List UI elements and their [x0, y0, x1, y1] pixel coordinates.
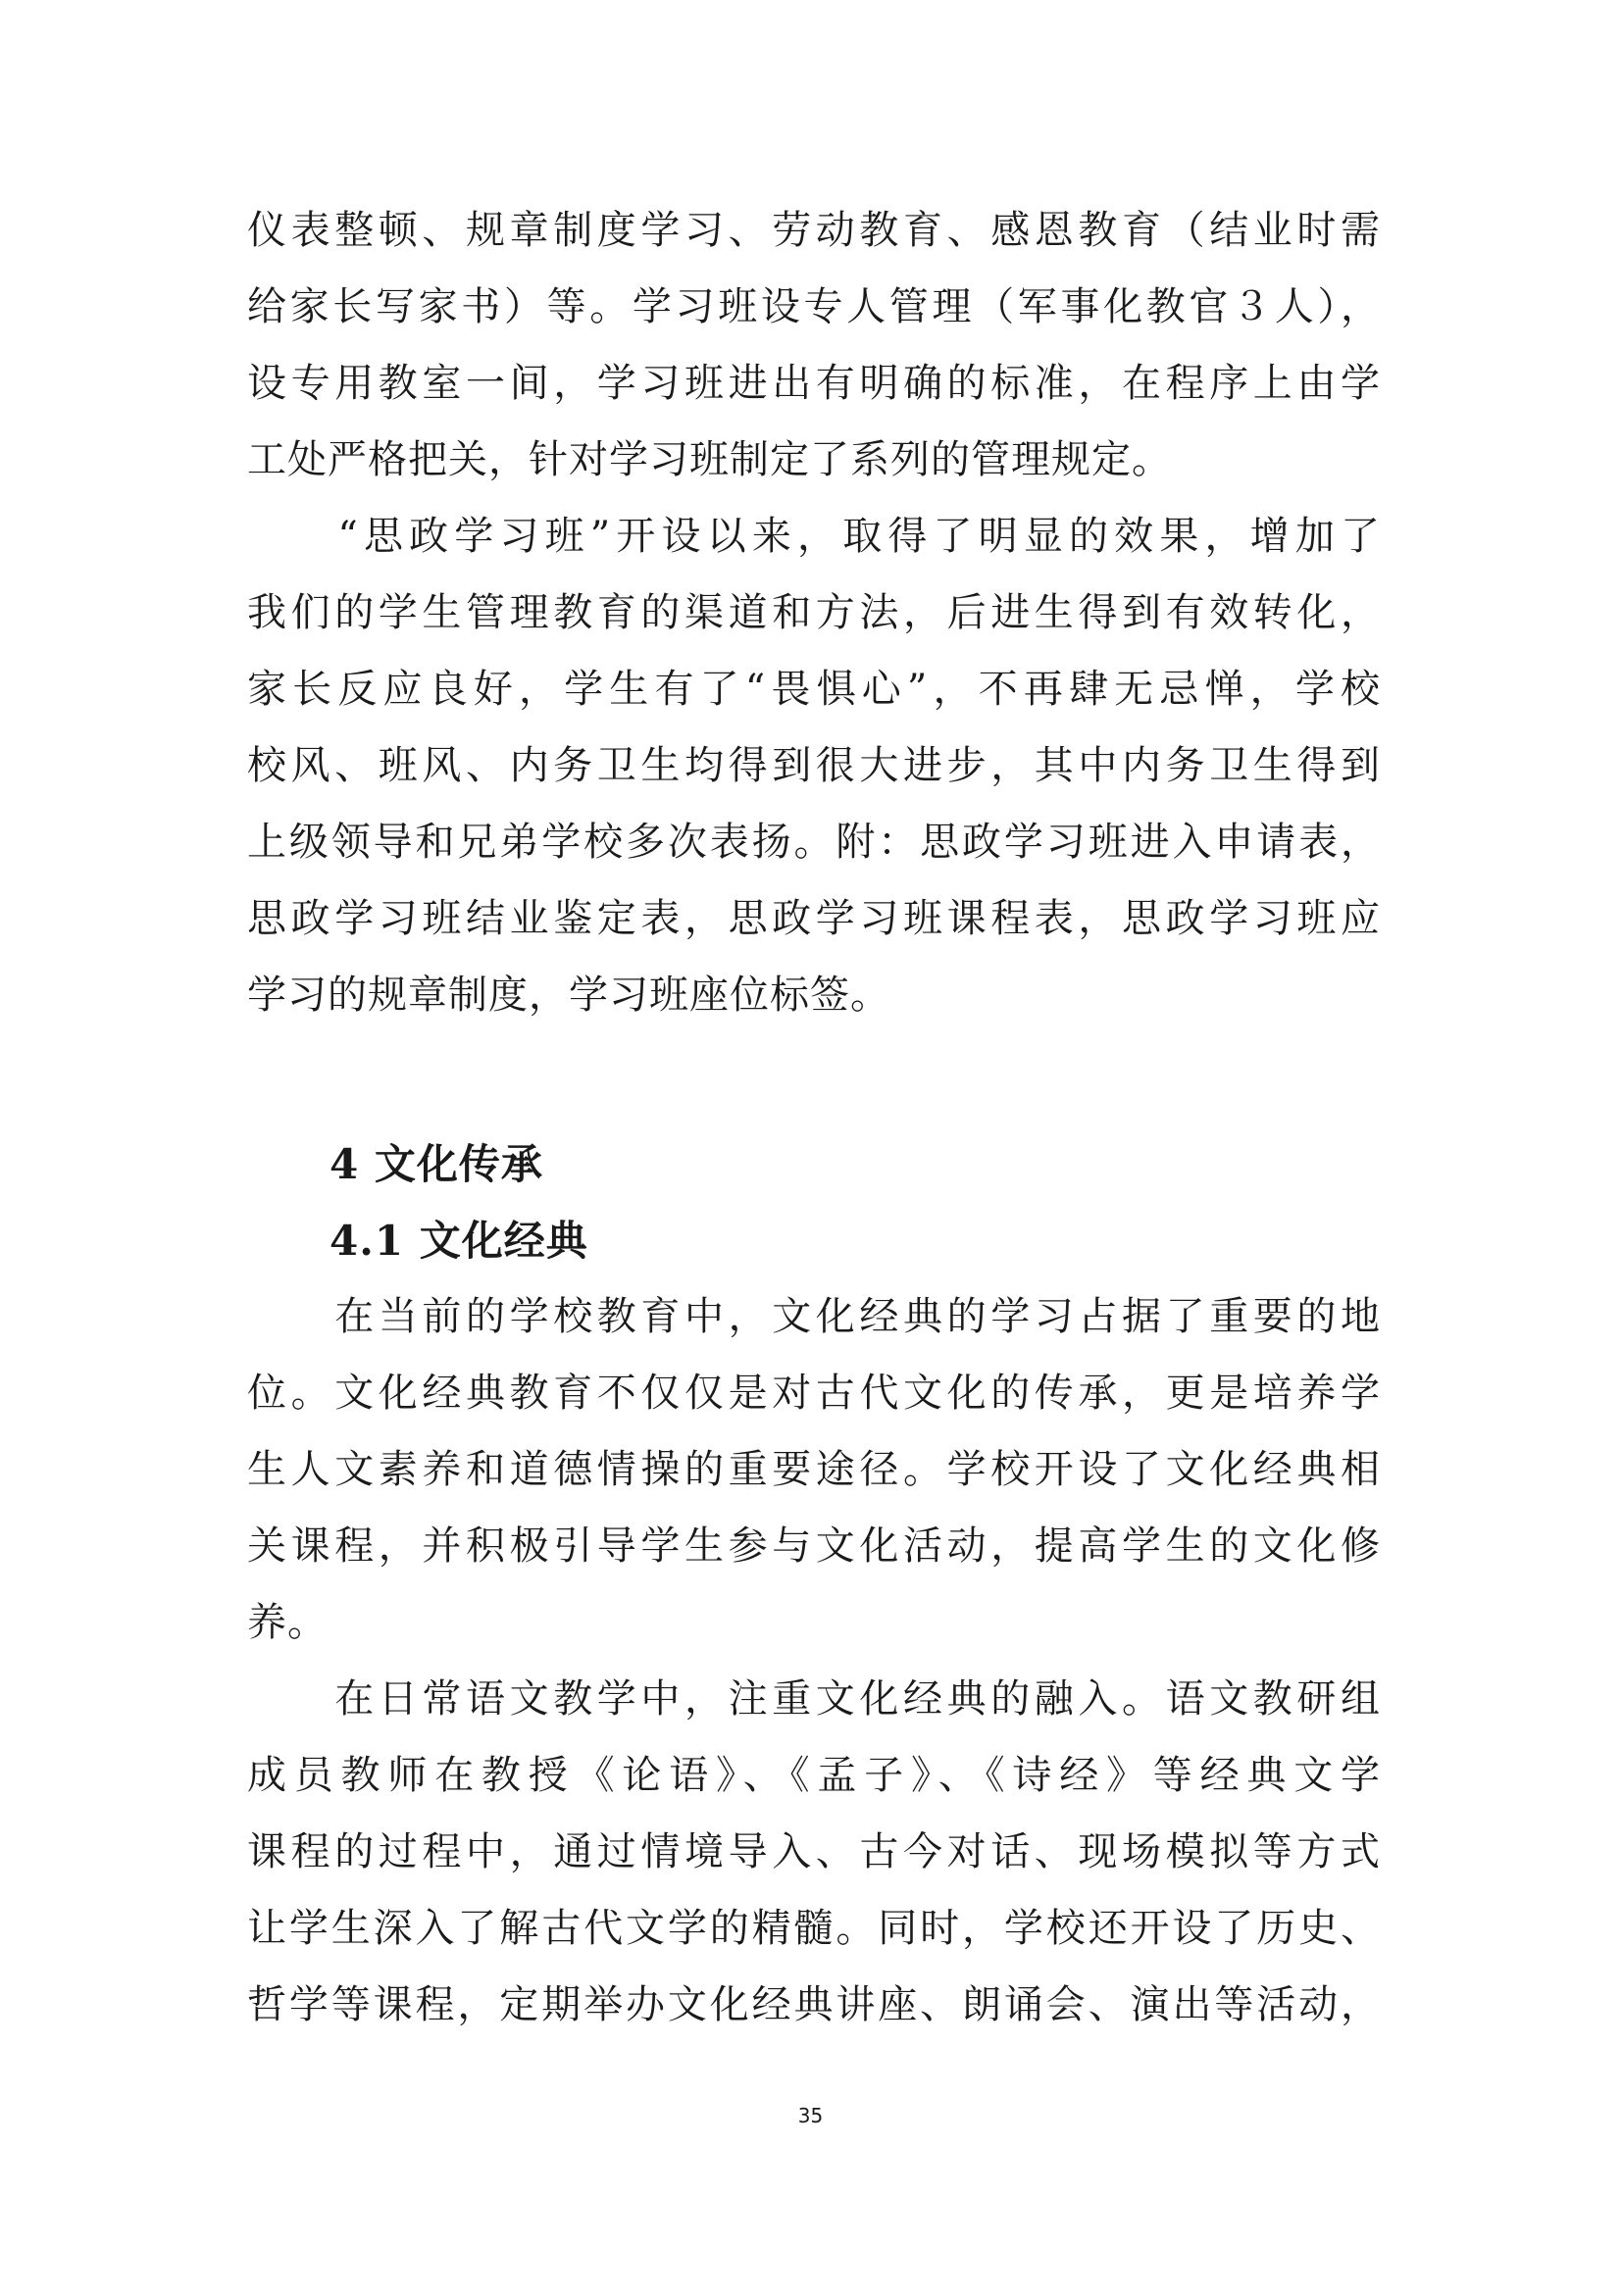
- text-line: 工处严格把关，针对学习班制定了系列的管理规定。: [247, 437, 1172, 482]
- text-line: “思政学习班”开设以来，取得了明显的效果，增加了: [247, 514, 1381, 559]
- text-line: 在当前的学校教育中，文化经典的学习占据了重要的地: [247, 1294, 1381, 1339]
- section-heading: 4 文化传承: [329, 1140, 543, 1188]
- text-line: 设专用教室一间，学习班进出有明确的标准，在程序上由学: [247, 361, 1381, 406]
- text-line: 仪表整顿、规章制度学习、劳动教育、感恩教育（结业时需: [247, 208, 1381, 253]
- text-line: 养。: [247, 1600, 328, 1645]
- paragraph-2: [247, 498, 1381, 1033]
- page-number: 35: [797, 2104, 824, 2127]
- paragraph-1: [247, 192, 1381, 498]
- text-line: 哲学等课程，定期举办文化经典讲座、朗诵会、演出等活动，: [247, 1982, 1381, 2027]
- text-line: 我们的学生管理教育的渠道和方法，后进生得到有效转化，: [247, 590, 1381, 635]
- text-line: 课程的过程中，通过情境导入、古今对话、现场模拟等方式: [247, 1829, 1381, 1874]
- text-line: 校风、班风、内务卫生均得到很大进步，其中内务卫生得到: [247, 743, 1381, 788]
- text-line: 家长反应良好，学生有了“畏惧心”，不再肆无忌惮，学校: [247, 667, 1381, 712]
- text-line: 学习的规章制度，学习班座位标签。: [247, 973, 890, 1018]
- text-line: 在日常语文教学中，注重文化经典的融入。语文教研组: [247, 1676, 1381, 1722]
- paragraph-3: [247, 1278, 1381, 1661]
- text-line: 关课程，并积极引导学生参与文化活动，提高学生的文化修: [247, 1523, 1381, 1569]
- paragraph-4: [247, 1661, 1381, 2043]
- subsection-heading: 4.1 文化经典: [329, 1217, 588, 1265]
- text-line: 让学生深入了解古代文学的精髓。同时，学校还开设了历史、: [247, 1906, 1381, 1951]
- text-line: 生人文素养和道德情操的重要途径。学校开设了文化经典相: [247, 1447, 1381, 1492]
- text-line: 上级领导和兄弟学校多次表扬。附：思政学习班进入申请表，: [247, 820, 1381, 865]
- text-line: 成员教师在教授《论语》、《孟子》、《诗经》等经典文学: [247, 1753, 1381, 1798]
- text-line: 位。文化经典教育不仅仅是对古代文化的传承，更是培养学: [247, 1371, 1381, 1416]
- text-line: 给家长写家书）等。学习班设专人管理（军事化教官３人），: [247, 284, 1381, 329]
- text-line: 思政学习班结业鉴定表，思政学习班课程表，思政学习班应: [247, 896, 1381, 941]
